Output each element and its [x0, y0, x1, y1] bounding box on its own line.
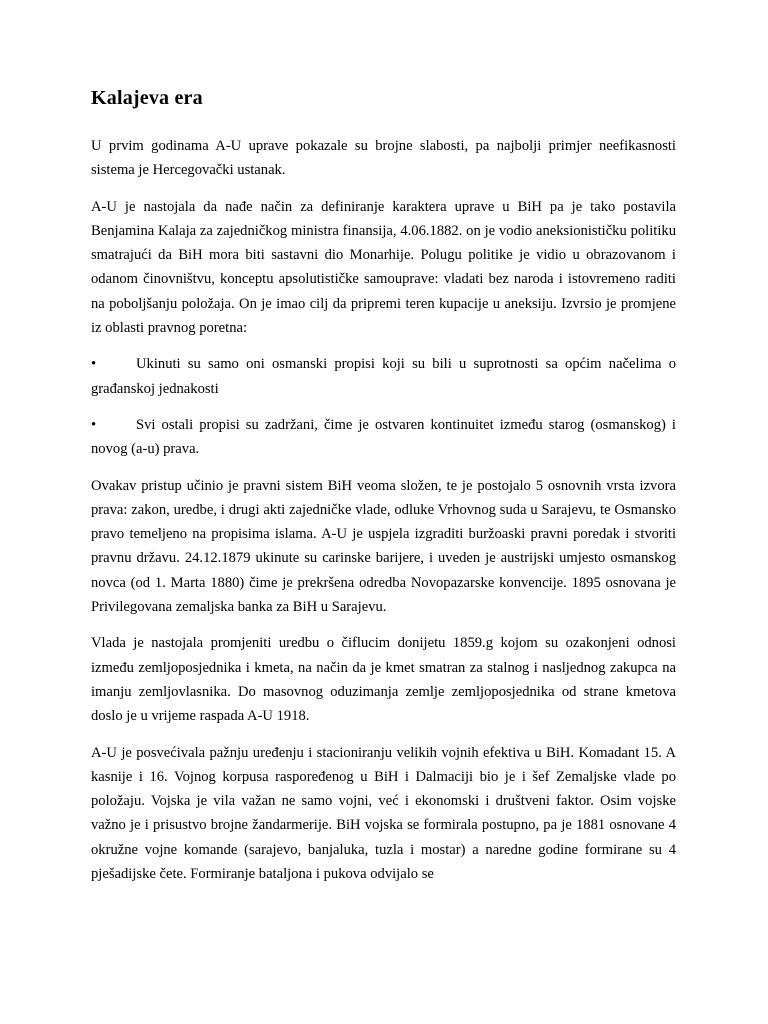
bullet-mark: •	[91, 356, 97, 373]
document-title: Kalajeva era	[91, 87, 203, 109]
bullet-item	[91, 352, 676, 401]
paragraph-intro: U prvim godinama A-U uprave pokazale su brojne slabosti, pa najbolji primjer neefikasnosti sistema je Hercegovački ustanak.	[91, 138, 676, 179]
paragraph-kalaj-policy: A-U je nastojala da nađe način za definiranje karaktera uprave u BiH pa je tako postavila Benjamina Kalaja za zajedničkog ministra finansija, 4.06.1882. on je vodio aneksionističku politiku smatrajući da BiH mora biti sastavni dio Monarhije. Polugu politike je vidio u obrazovanom i odanom činovništvu, konceptu apsolutističke samouprave: vladati bez naroda i istovremeno raditi na poboljšanju položaja. On je imao cilj da pripremi teren kupacije u aneksiju. Izvrsio je promjene iz oblasti pravnog poretna:	[91, 198, 676, 337]
paragraph-legal-system: Ovakav pristup učinio je pravni sistem BiH veoma složen, te je postojalo 5 osnovnih vrsta izvora prava: zakon, uredbe, i drugi akti zajedničke vlade, odluke Vrhovnog suda u Sarajevu, te Osmansko pravo temeljeno na propisima islama. A-U je uspjela izgraditi buržoaski pravni poredak i stvoriti pravnu državu. 24.12.1879 ukinute su carinske barijere, i uveden je austrijski umjesto osmanskog novca (od 1. Marta 1880) čime je prekršena odredba Novopazarske konvencije. 1895 osnovana je Privilegovana zemaljska banka za BiH u Sarajevu.	[91, 477, 676, 616]
paragraph-land-reform: Vlada je nastojala promjeniti uredbu o čiflucim donijetu 1859.g kojom su ozakonjeni odnosi između zemljoposjednika i kmeta, na način da je kmet smatran za stalnog i nasljednog zakupca na imanju zemljovlasnika. Do masovnog oduzimanja zemlje zemljoposjednika od strane kmetova doslo je u vrijeme raspada A-U 1918.	[91, 635, 676, 725]
document-body	[91, 84, 676, 898]
bullet-item	[91, 413, 676, 462]
bullet-text: Svi ostali propisi su zadržani, čime je ostvaren kontinuitet između starog (osmanskog) i novog (a-u) prava.	[91, 416, 676, 458]
bullet-text: Ukinuti su samo oni osmanski propisi koji su bili u suprotnosti sa općim načelima o građanskoj jednakosti	[91, 356, 676, 397]
bullet-mark: •	[91, 416, 97, 433]
paragraph-military: A-U je posvećivala pažnju uređenju i stacioniranju velikih vojnih efektiva u BiH. Komadant 15. A kasnije i 16. Vojnog korpusa raspoređenog u BiH i Dalmaciji bio je i šef Zemaljske vlade po položaju. Vojska je vila važan ne samo vojni, već i ekonomski i društveni faktor. Osim vojske važno je i prisustvo brojne žandarmerije. BiH vojska se formirala postupno, pa je 1881 osnovane 4 okružne vojne komande (sarajevo, banjaluka, tuzla i mostar) a naredne godine formirane su 4 pješadijske čete. Formiranje bataljona i pukova odvijalo se	[91, 744, 676, 883]
